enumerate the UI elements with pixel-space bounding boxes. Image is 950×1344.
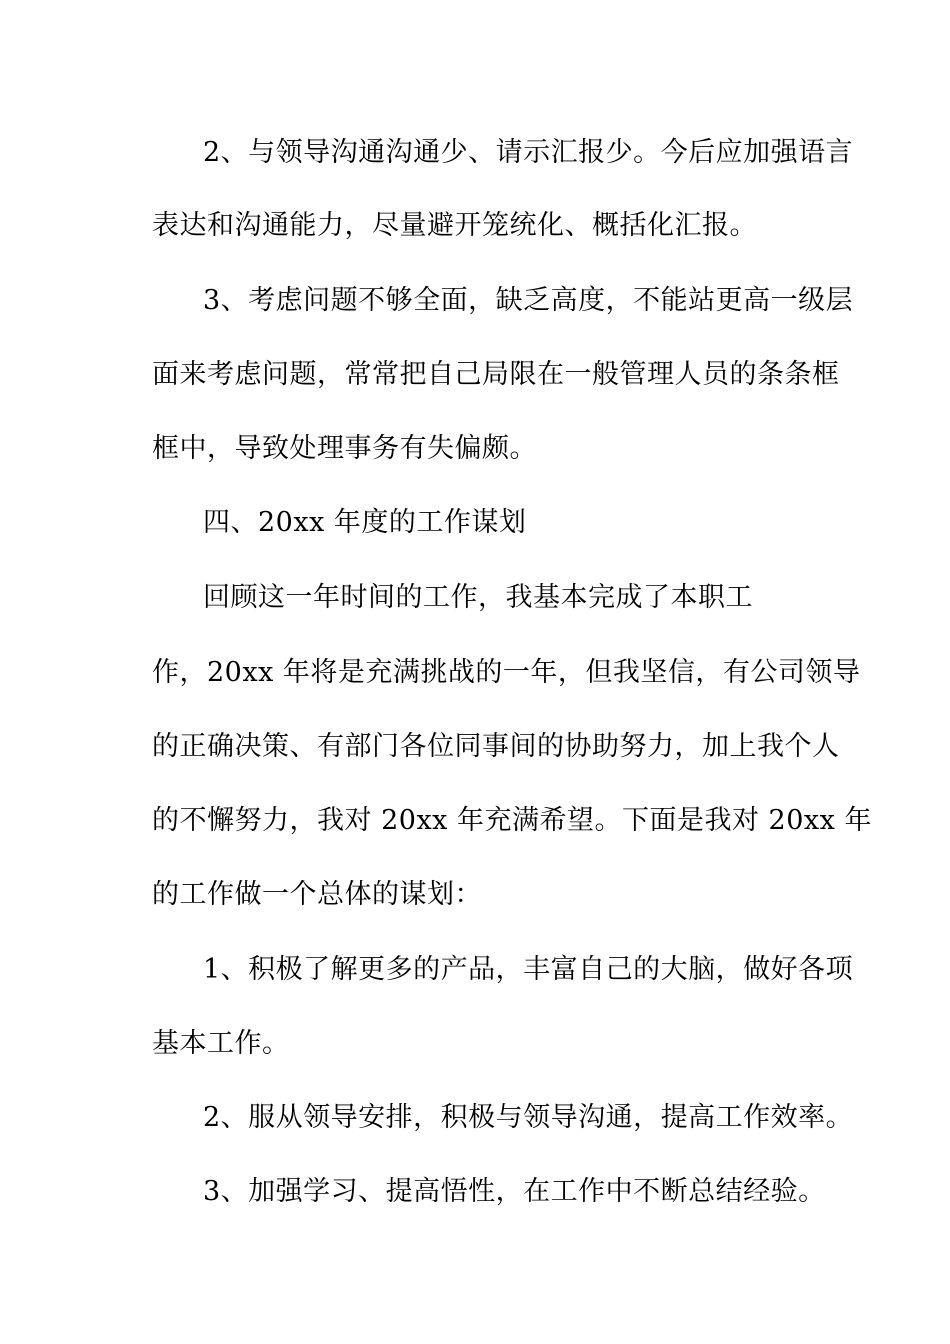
paragraph-line: 3、加强学习、提高悟性，在工作中不断总结经验。 bbox=[203, 1176, 826, 1207]
section-heading: 四、20xx 年度的工作谋划 bbox=[203, 507, 527, 538]
paragraph-line: 3、考虑问题不够全面，缺乏高度，不能站更高一级层 bbox=[203, 285, 854, 316]
paragraph-line: 回顾这一年时间的工作，我基本完成了本职工 bbox=[203, 582, 753, 613]
paragraph-line: 的工作做一个总体的谋划： bbox=[152, 879, 482, 910]
paragraph-line: 的正确决策、有部门各位同事间的协助努力，加上我个人 bbox=[152, 731, 840, 762]
paragraph-line: 作，20xx 年将是充满挑战的一年，但我坚信，有公司领导 bbox=[152, 657, 861, 688]
paragraph-line: 2、与领导沟通沟通少、请示汇报少。今后应加强语言 bbox=[203, 137, 854, 168]
paragraph-line: 框中，导致处理事务有失偏颇。 bbox=[152, 433, 537, 464]
paragraph-line: 的不懈努力，我对 20xx 年充满希望。下面是我对 20xx 年 bbox=[152, 805, 872, 836]
paragraph-line: 1、积极了解更多的产品，丰富自己的大脑，做好各项 bbox=[203, 954, 854, 985]
paragraph-line: 面来考虑问题，常常把自己局限在一般管理人员的条条框 bbox=[152, 359, 840, 390]
paragraph-line: 2、服从领导安排，积极与领导沟通，提高工作效率。 bbox=[203, 1102, 854, 1133]
paragraph-line: 基本工作。 bbox=[152, 1028, 290, 1059]
paragraph-line: 表达和沟通能力，尽量避开笼统化、概括化汇报。 bbox=[152, 210, 757, 241]
